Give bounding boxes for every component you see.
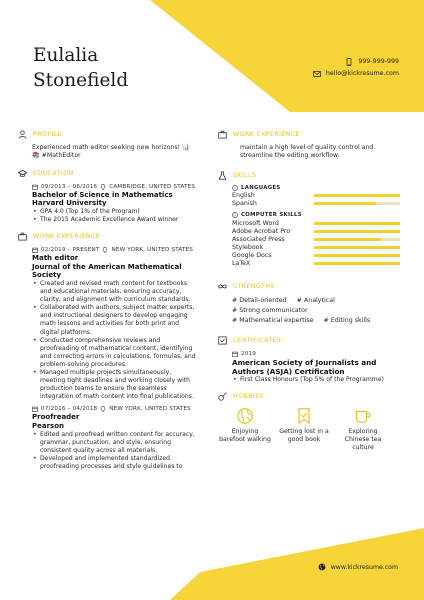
briefcase-icon	[18, 232, 27, 241]
skill-level-bar	[314, 222, 400, 225]
phone-text: 999-999-999	[358, 58, 399, 65]
work-experience-continued-title: WORK EXPERIENCE	[233, 131, 301, 138]
calendar-icon	[32, 247, 38, 253]
globe-icon	[318, 563, 326, 571]
education-dates: 09/2013 – 06/2016	[41, 183, 98, 190]
certificates-title: CERTIFICATES	[233, 336, 282, 344]
computer-skills-header	[232, 212, 404, 218]
work-experience-section	[18, 230, 198, 471]
list-item: • Developed and implemented standardized proofreading processes and style guidelines to	[32, 455, 198, 471]
info-icon	[232, 212, 238, 218]
skill-name: Stylebook	[232, 243, 264, 251]
education-section	[18, 167, 198, 224]
name-block	[33, 43, 128, 93]
education-entry	[18, 183, 198, 224]
location-pin-icon	[102, 247, 108, 253]
email-text: hello@kickresume.com	[325, 70, 399, 77]
briefcase-icon	[218, 130, 227, 139]
certificate-bullets	[232, 376, 404, 384]
footer-website[interactable]	[318, 563, 398, 571]
education-title: EDUCATION	[33, 169, 74, 177]
skill-level-bar	[314, 238, 400, 241]
list-item: • Edited and proofread written content for accuracy, grammar, punctuation, and style, ensuring consistent quality across all materials.	[32, 431, 198, 455]
list-item: • Collaborated with authors, subject matter experts, and instructional designers to develop engaging math lessons and activities for both print and digital platforms.	[32, 304, 198, 336]
experience-continuation: maintain a high level of quality control and streamline the editing workflow.	[240, 144, 374, 160]
strength-tag: # Editing skills	[323, 316, 371, 324]
experience-location: NEW YORK, UNITED STATES	[111, 247, 194, 254]
hobby-item	[277, 407, 331, 452]
strengths-row	[232, 316, 404, 326]
first-name: Eulalia	[33, 45, 99, 66]
graduation-cap-icon	[18, 169, 27, 178]
computer-skills-title: COMPUTER SKILLS	[241, 212, 302, 218]
experience-company: Pearson	[32, 421, 65, 430]
experience-role: Proofreader	[32, 413, 80, 422]
skill-row	[232, 227, 404, 235]
envelope-icon	[313, 70, 321, 78]
left-column	[18, 128, 198, 477]
skill-level-fill	[314, 246, 400, 249]
experience-company: Journal of the American Mathematical Society	[32, 262, 182, 280]
languages-list	[232, 192, 404, 208]
strength-tag: # Analytical	[296, 296, 335, 304]
last-name: Stonefield	[33, 70, 129, 91]
education-header	[18, 167, 198, 180]
hobbies-header	[218, 390, 404, 403]
strengths-title: STRENGTHS	[233, 282, 275, 290]
hobbies-title: HOBBIES	[233, 392, 264, 400]
education-bullets	[32, 208, 198, 224]
languages-title: LANGUAGES	[241, 184, 281, 191]
tea-cup-icon	[354, 407, 372, 425]
education-meta	[32, 183, 198, 191]
work-experience-header	[18, 230, 198, 243]
profile-title: PROFILE	[33, 131, 62, 138]
skill-row	[232, 259, 404, 267]
certificate-meta	[232, 350, 404, 358]
strengths-row	[232, 296, 404, 306]
right-column	[218, 128, 404, 458]
skill-level-bar	[314, 262, 400, 265]
calendar-icon	[232, 351, 238, 357]
skill-row	[232, 200, 404, 208]
phone-icon	[345, 58, 353, 66]
skill-level-bar	[314, 254, 400, 257]
infinity-icon	[218, 282, 227, 291]
location-pin-icon	[100, 406, 106, 412]
phone-contact[interactable]	[229, 56, 399, 68]
skill-name: Microsoft Word	[232, 219, 279, 227]
work-experience-continued-section	[218, 128, 404, 161]
skill-name: Adobe Acrobat Pro	[232, 227, 291, 235]
experience-entry	[18, 246, 198, 401]
skill-row	[232, 251, 404, 259]
list-item: • GPA 4.0 (Top 1% of the Program)	[32, 208, 198, 216]
globe-icon	[236, 407, 254, 425]
hobby-label: Getting lost in a good book	[279, 427, 329, 443]
experience-role: Math editor	[32, 254, 79, 263]
hobby-label: Exploring Chinese tea culture	[344, 427, 382, 451]
skill-level-fill	[314, 222, 400, 225]
skills-header	[218, 169, 404, 182]
languages-header	[232, 185, 404, 191]
skills-title: SKILLS	[233, 171, 257, 179]
location-pin-icon	[100, 184, 106, 190]
hobby-item	[218, 407, 272, 452]
list-item: • Created and revised math content for textbooks and educational materials, ensuring accuracy, clarity, and alignment with curriculum standards.	[32, 280, 198, 304]
person-icon	[18, 130, 27, 139]
work-experience-continued-header	[218, 128, 404, 141]
skill-level-fill	[314, 262, 400, 265]
hobbies-section	[218, 390, 404, 452]
certificates-header	[218, 334, 404, 347]
experience-dates: 07/2016 – 04/2018	[41, 406, 98, 413]
list-item: • Managed multiple projects simultaneously, meeting tight deadlines and working closely with production teams to ensure the seamless integration of math content into final publications.	[32, 369, 198, 401]
education-location: CAMBRIDGE, UNITED STATES	[109, 183, 196, 190]
certificate-name: American Society of Journalists and Authors (ASJA) Certification	[232, 357, 377, 376]
hobbies-list	[218, 407, 390, 452]
skill-level-fill	[314, 230, 400, 233]
education-school: Harvard University	[32, 199, 107, 208]
skill-level-bar	[314, 202, 400, 205]
skill-name: English	[232, 192, 255, 200]
calendar-icon	[32, 406, 38, 412]
skill-level-fill	[314, 238, 381, 241]
skill-row	[232, 219, 404, 227]
info-icon	[232, 185, 238, 191]
work-experience-title: WORK EXPERIENCE	[33, 233, 101, 241]
strengths-row	[232, 306, 404, 316]
skill-name: Google Docs	[232, 251, 272, 259]
certificate-icon	[218, 336, 227, 345]
skill-name: LaTeX	[232, 260, 251, 268]
flask-icon	[218, 171, 227, 180]
skill-level-fill	[314, 254, 400, 257]
skill-level-bar	[314, 194, 400, 197]
strength-tag: # Strong communicator	[232, 306, 308, 314]
bookmark-icon	[295, 407, 313, 425]
experience-dates: 02/2019 – PRESENT	[41, 247, 100, 254]
footer-website-text: www.kickresume.com	[330, 563, 398, 571]
list-item: • First Class Honours (Top 5% of the Programme)	[232, 376, 404, 384]
education-degree: Bachelor of Science in Mathematics	[32, 190, 173, 199]
certificate-entry	[218, 350, 404, 384]
experience-entry	[18, 405, 198, 471]
contact-block	[229, 56, 399, 80]
experience-meta	[32, 405, 198, 413]
skill-row	[232, 235, 404, 243]
hobby-label: Enjoying barefoot walking	[219, 427, 271, 443]
experience-bullets	[32, 431, 198, 471]
skill-level-fill	[314, 194, 400, 197]
skill-level-bar	[314, 230, 400, 233]
hobby-item	[336, 407, 390, 452]
calendar-icon	[32, 184, 38, 190]
experience-meta	[32, 246, 198, 254]
experience-bullets	[32, 280, 198, 401]
strength-tag: # Mathematical expertise	[232, 316, 314, 324]
skill-level-fill	[314, 202, 376, 205]
experience-location: NEW YORK, UNITED STATES	[109, 406, 191, 413]
profile-section	[18, 128, 198, 161]
skills-section	[218, 169, 404, 268]
skill-row	[232, 192, 404, 200]
profile-header	[18, 128, 198, 141]
certificate-year: 2019	[241, 350, 257, 357]
strengths-section	[218, 280, 404, 326]
list-item: • Conducted comprehensive reviews and proofreading of mathematical content, identifying and correcting errors in calculations, formulas, and problem-solving procedures.	[32, 337, 198, 369]
guitar-icon	[218, 392, 227, 401]
certificates-section	[218, 334, 404, 384]
profile-text: Experienced math editor seeking new horizons! 📊📚 #MathEditor	[32, 144, 190, 160]
email-contact[interactable]	[229, 68, 399, 80]
skill-row	[232, 243, 404, 251]
strength-tag: # Detail-oriented	[232, 296, 287, 304]
list-item: • The 2015 Academic Excellence Award winner	[32, 216, 198, 224]
skill-name: Associated Press	[232, 235, 285, 243]
skill-level-bar	[314, 246, 400, 249]
computer-skills-list	[232, 219, 404, 268]
skill-name: Spanish	[232, 200, 257, 208]
strengths-header	[218, 280, 404, 293]
